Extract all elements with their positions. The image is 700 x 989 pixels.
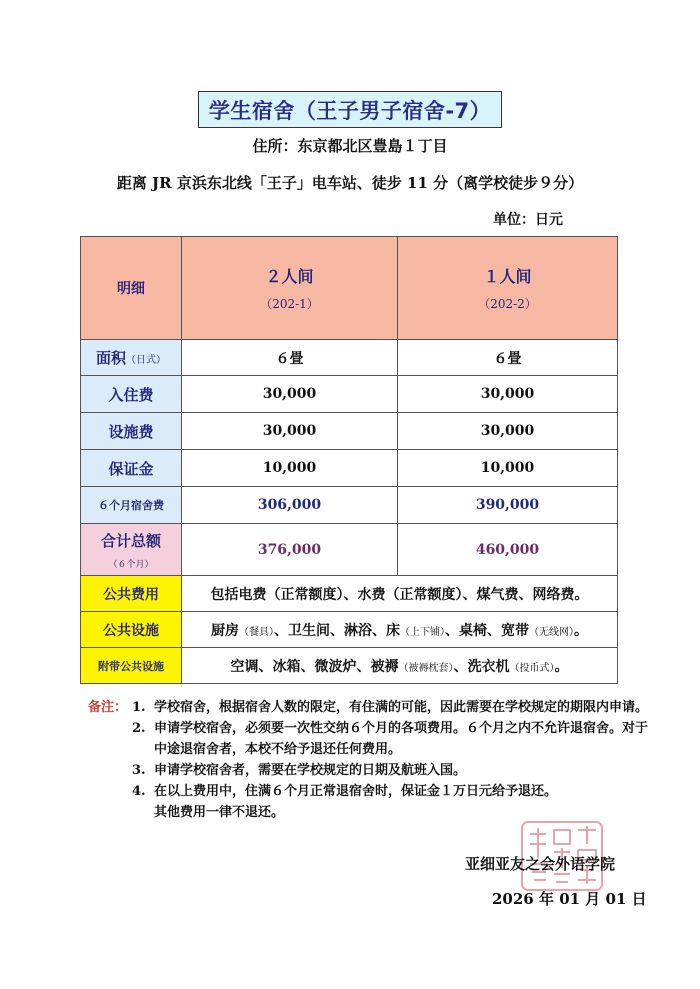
table-header-row <box>81 237 618 340</box>
area-value-single: ６畳 <box>398 340 618 376</box>
school-name: 亚细亚友之会外语学院 <box>465 855 616 873</box>
notes-label: 备注： <box>88 700 128 715</box>
table-row-public-facility <box>81 612 618 648</box>
public-facility-label: 公共设施 <box>81 612 182 648</box>
issue-date: 2026 年 01 月 01 日 <box>492 890 647 908</box>
table-row-deposit <box>81 450 618 487</box>
area-label-sub: （日式） <box>126 355 166 366</box>
room-double-header <box>182 237 398 340</box>
table-row-move-in <box>81 376 618 413</box>
facility-value-single: 30,000 <box>398 413 618 450</box>
dorm-fee-label: ６个月宿舍费 <box>81 487 182 524</box>
total-label-sub: （６个月） <box>108 559 154 570</box>
public-facility-desc-a-note: （餐具） <box>239 626 274 638</box>
header-label: 明细 <box>81 237 182 340</box>
fee-table <box>80 236 618 684</box>
note-text: 学校宿舍，根据宿舍人数的限定，有住满的可能，因此需要在学校规定的期限内申请。 <box>154 700 649 715</box>
facility-label: 设施费 <box>81 413 182 450</box>
room-single-name: １人间 <box>483 267 532 286</box>
public-facility-desc-c-note: （无线网） <box>529 626 574 638</box>
distance-info: 距离 JR 京浜东北线「王子」电车站、徒步 11 分（离学校徒步９分） <box>116 174 584 192</box>
table-row-attached-facility <box>81 648 618 684</box>
public-fee-label: 公共费用 <box>81 576 182 612</box>
public-facility-desc <box>182 612 618 648</box>
currency-unit: 单位：日元 <box>493 212 563 228</box>
note-number: 4. <box>132 784 146 799</box>
address: 住所：东京都北区豊島１丁目 <box>252 137 448 155</box>
area-label <box>81 340 182 376</box>
attached-facility-desc <box>182 648 618 684</box>
attached-facility-desc-a-note: （被褥枕套） <box>398 662 454 674</box>
public-facility-desc-c: 、桌椅、宽带 <box>445 622 529 639</box>
attached-facility-desc-a: 空调、冰箱、微波炉、被褥 <box>230 658 399 675</box>
attached-facility-desc-c: 。 <box>554 658 569 675</box>
facility-value-double: 30,000 <box>182 413 398 450</box>
area-label-main: 面积 <box>95 349 126 367</box>
public-fee-desc: 包括电费（正常额度）、水费（正常额度）、煤气费、网络费。 <box>182 576 618 612</box>
note-item <box>132 760 652 781</box>
total-value-single: 460,000 <box>398 524 618 576</box>
page-title: 学生宿舍（王子男子宿舍-7） <box>198 91 502 128</box>
move-in-value-single: 30,000 <box>398 376 618 413</box>
note-text: 申请学校宿舍，必须要一次性交纳６个月的各项费用。６个月之内不允许退宿舍。对于中途退宿舍者，本校不给予退还任何费用。 <box>154 721 649 757</box>
title-wrapper <box>0 91 700 128</box>
deposit-label: 保证金 <box>81 450 182 487</box>
attached-facility-desc-b: 、洗衣机 <box>453 658 510 675</box>
total-label-main: 合计总额 <box>100 531 161 550</box>
room-single-code: （202-2） <box>478 297 537 311</box>
room-double-code: （202-1） <box>260 297 319 311</box>
note-text: 申请学校宿舍者，需要在学校规定的日期及航班入国。 <box>154 763 467 778</box>
note-extra: 其他费用一律不退还。 <box>154 805 285 820</box>
note-item <box>132 718 652 760</box>
total-label <box>81 524 182 576</box>
attached-facility-label: 附带公共设施 <box>81 648 182 684</box>
notes-list <box>132 697 652 823</box>
dorm-fee-value-single: 390,000 <box>398 487 618 524</box>
public-facility-desc-b: 、卫生间、淋浴、床 <box>274 622 400 639</box>
note-number: 1. <box>132 700 146 715</box>
deposit-value-double: 10,000 <box>182 450 398 487</box>
public-facility-desc-b-note: （上下铺） <box>400 626 445 638</box>
table-row-total <box>81 524 618 576</box>
area-value-double: ６畳 <box>182 340 398 376</box>
note-number: 3. <box>132 763 146 778</box>
total-value-double: 376,000 <box>182 524 398 576</box>
attached-facility-desc-b-note: （投币式） <box>509 662 555 674</box>
room-double-name: ２人间 <box>265 267 314 286</box>
table-row-facility <box>81 413 618 450</box>
note-item <box>132 697 652 718</box>
dorm-fee-value-double: 306,000 <box>182 487 398 524</box>
deposit-value-single: 10,000 <box>398 450 618 487</box>
note-text: 在以上费用中，住满６个月正常退宿舍时，保证金１万日元给予退还。 <box>154 784 558 799</box>
note-item <box>132 781 652 802</box>
move-in-value-double: 30,000 <box>182 376 398 413</box>
public-facility-desc-d: 。 <box>574 622 588 639</box>
note-number: 2. <box>132 721 146 736</box>
table-row-dorm-fee <box>81 487 618 524</box>
move-in-label: 入住费 <box>81 376 182 413</box>
table-row-area <box>81 340 618 376</box>
public-facility-desc-a: 厨房 <box>211 622 239 639</box>
room-single-header <box>398 237 618 340</box>
table-row-public-fee <box>81 576 618 612</box>
